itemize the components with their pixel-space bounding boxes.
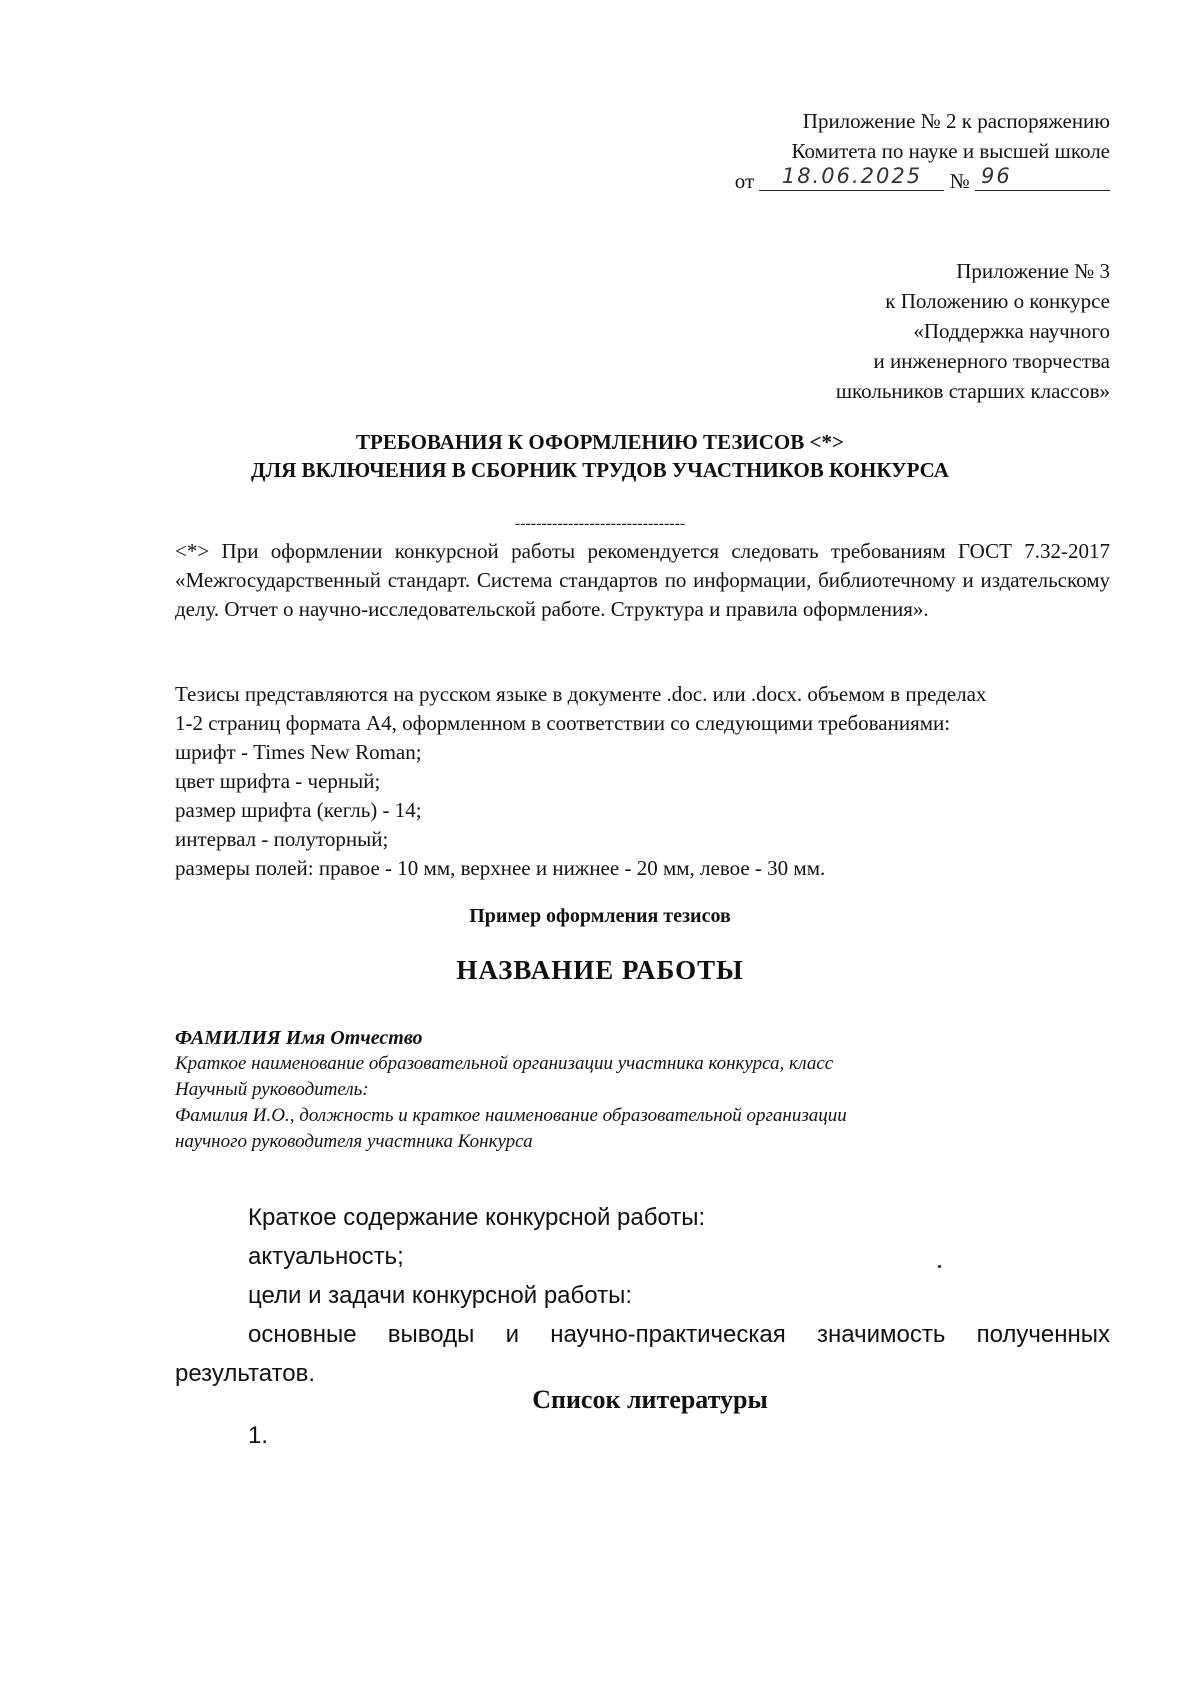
summary-line: актуальность;: [248, 1243, 404, 1270]
document-title: [0, 428, 1200, 484]
annex3-line4: и инженерного творчества: [873, 349, 1110, 373]
title-line2: ДЛЯ ВКЛЮЧЕНИЯ В СБОРНИК ТРУДОВ УЧАСТНИКОВ КОНКУРСА: [251, 458, 949, 482]
summary-line: Краткое содержание конкурсной работы:: [248, 1204, 706, 1231]
references-item: 1.: [248, 1422, 269, 1449]
references-heading: Список литературы: [532, 1385, 768, 1414]
example-heading: Пример оформления тезисов: [469, 905, 731, 927]
annex-order-header: [735, 106, 1110, 196]
annex3-line5: школьников старших классов»: [835, 379, 1110, 403]
requirements-line: Тезисы представляются на русском языке в документе .doc. или .docx. объемом в пределах: [175, 682, 987, 706]
supervisor-line: научного руководителя участника Конкурса: [175, 1131, 533, 1152]
annex3-line2: к Положению о конкурсе: [885, 289, 1110, 313]
annex2-line1: Приложение № 2 к распоряжению: [802, 109, 1110, 133]
handwritten-number: 96: [981, 164, 1012, 188]
order-date-number: [735, 166, 1110, 196]
number-prefix: №: [949, 169, 970, 193]
work-title: НАЗВАНИЕ РАБОТЫ: [456, 955, 744, 985]
requirements-line: размеры полей: правое - 10 мм, верхнее и нижнее - 20 мм, левое - 30 мм.: [175, 856, 826, 880]
footnote-text: <*> При оформлении конкурсной работы рекомендуется следовать требованиям ГОСТ 7.32-2017 «Межгосударственный стандарт. Система стандартов по информации, библиотечному и издательскому делу. Отчет о научно-исследовательской работе. Структура и правила оформления».: [175, 539, 1110, 621]
annex3-line1: Приложение № 3: [956, 259, 1110, 283]
annex3-line3: «Поддержка научного: [913, 319, 1110, 343]
number-field: [975, 166, 1110, 191]
requirements-line: шрифт - Times New Roman;: [175, 740, 422, 764]
date-prefix: от: [734, 169, 755, 193]
summary-line: результатов.: [175, 1360, 316, 1387]
summary-line: основные выводы и научно-практическая значимость полученных: [248, 1321, 1110, 1348]
summary-line: цели и задачи конкурсной работы:: [248, 1282, 632, 1309]
annex-regulation-header: [836, 256, 1110, 406]
requirements-line: интервал - полуторный;: [175, 827, 389, 851]
supervisor-label: Научный руководитель:: [175, 1079, 369, 1100]
date-field: [759, 166, 944, 191]
handwritten-date: 18.06.2025: [781, 164, 923, 188]
summary-block: [175, 1198, 1110, 1393]
requirements-line: размер шрифта (кегль) - 14;: [175, 798, 422, 822]
supervisor-line: Фамилия И.О., должность и краткое наименование образовательной организации: [175, 1105, 847, 1126]
requirements-line: цвет шрифта - черный;: [175, 769, 381, 793]
author-name: ФАМИЛИЯ Имя Отчество: [175, 1027, 423, 1049]
requirements-line: 1-2 страниц формата А4, оформленном в соответствии со следующими требованиями:: [175, 711, 951, 735]
footnote-separator: --------------------------------: [514, 515, 686, 532]
annex2-line2: Комитета по науке и высшей школе: [791, 139, 1110, 163]
author-block: [175, 1025, 1110, 1155]
title-line1: ТРЕБОВАНИЯ К ОФОРМЛЕНИЮ ТЕЗИСОВ <*>: [356, 430, 844, 454]
scan-speck: [938, 1265, 941, 1268]
author-organization: Краткое наименование образовательной организации участника конкурса, класс: [175, 1053, 834, 1074]
requirements-list: [175, 680, 1110, 883]
